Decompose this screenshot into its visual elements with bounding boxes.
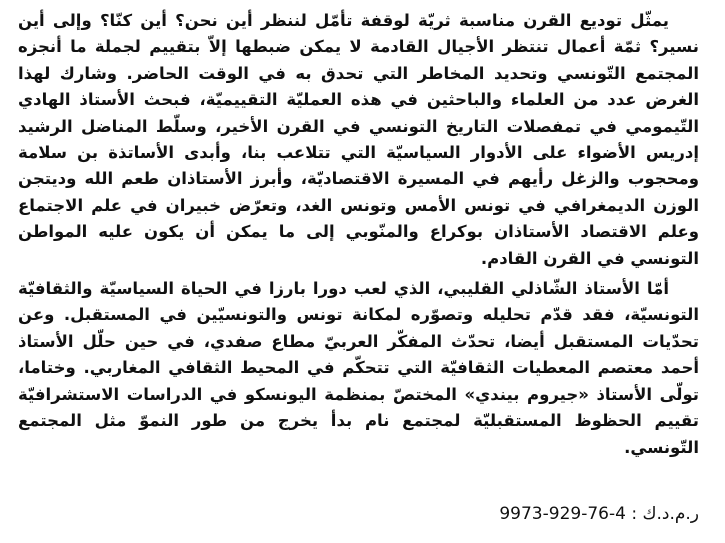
paragraph-line: المجتمع التّونسي وتحديد المخاطر التي تحدق به في الوقت الحاضر. وشارك لهذا: [18, 63, 699, 83]
isbn-number: 9973-929-76-4: [499, 504, 626, 524]
paragraph-line: تحدّيات المستقبل أيضا، تحدّث المفكّر العربيّ مطاع صفدي، في حين حلّل الأستاذ: [18, 331, 699, 351]
paragraph-line: التونسي في القرن القادم.: [480, 248, 699, 268]
paragraph-line: وعلم الاقتصاد الأستاذان بوكراع والمنّوبي إلى ما يمكن أن يكون عليه المواطن: [18, 222, 699, 242]
isbn-label: ر.م.د.ك :: [631, 504, 699, 524]
paragraph-line: إدريس الأضواء على الأدوار السياسيّة التي تتلاعب بنا، وأبدى الأساتذة بن سلامة: [18, 143, 699, 163]
paragraph-line: التّونسي.: [624, 437, 699, 457]
paragraph-contributors: [18, 276, 699, 461]
paragraph-line: الوزن الديمغرافي في تونس الأمس وتونس الغد، وتعرّض خبيران في علم الاجتماع: [18, 195, 699, 215]
paragraph-intro: [18, 0, 699, 272]
paragraph-line: تولّى الأستاذ «جيروم بيندي» المختصّ بمنظمة اليونسكو في الدراسات الاستشرافيّة: [18, 384, 699, 404]
paragraph-line: الغرض عدد من العلماء والباحثين في هذه العمليّة التقييميّة، فبحث الأستاذ الهادي: [18, 90, 699, 110]
paragraph-line: ومحجوب والزغل رأيهم في المسيرة الاقتصاديّة، وأبرز الأستاذان طعم الله وديتجن: [18, 169, 699, 189]
paragraph-line: يمثّل توديع القرن مناسبة ثريّة لوقفة تأمّل لننظر أين نحن؟ أين كنّا؟ وإلى أين: [18, 11, 669, 30]
paragraph-line: أمّا الأستاذ الشّاذلي القليبي، الذي لعب دورا بارزا في الحياة السياسيّة والثقافيّة: [18, 279, 669, 299]
paragraph-line: التونسيّة، فقد قدّم تحليله وتصوّره لمكانة تونس والتونسيّين في المستقبل. وعن: [18, 305, 699, 325]
paragraph-line: تقييم الحظوظ المستقبليّة لمجتمع نام بدأ يخرج من طور النموّ مثل المجتمع: [18, 411, 699, 431]
isbn-line: [0, 502, 699, 526]
paragraph-line: أحمد معتصم المعطيات الثقافيّة التي تتحكّم في المحيط الثقافي المغاربي. وختاما،: [18, 358, 699, 378]
paragraph-line: نسير؟ ثمّة أعمال تنتظر الأجيال القادمة لا يمكن ضبطها إلاّ بتقييم لجملة ما أنجزه: [18, 37, 699, 57]
paragraph-line: التّيمومي في تمفصلات التاريخ التونسي في القرن الأخير، وسلّط المناضل الرشيد: [18, 116, 699, 136]
